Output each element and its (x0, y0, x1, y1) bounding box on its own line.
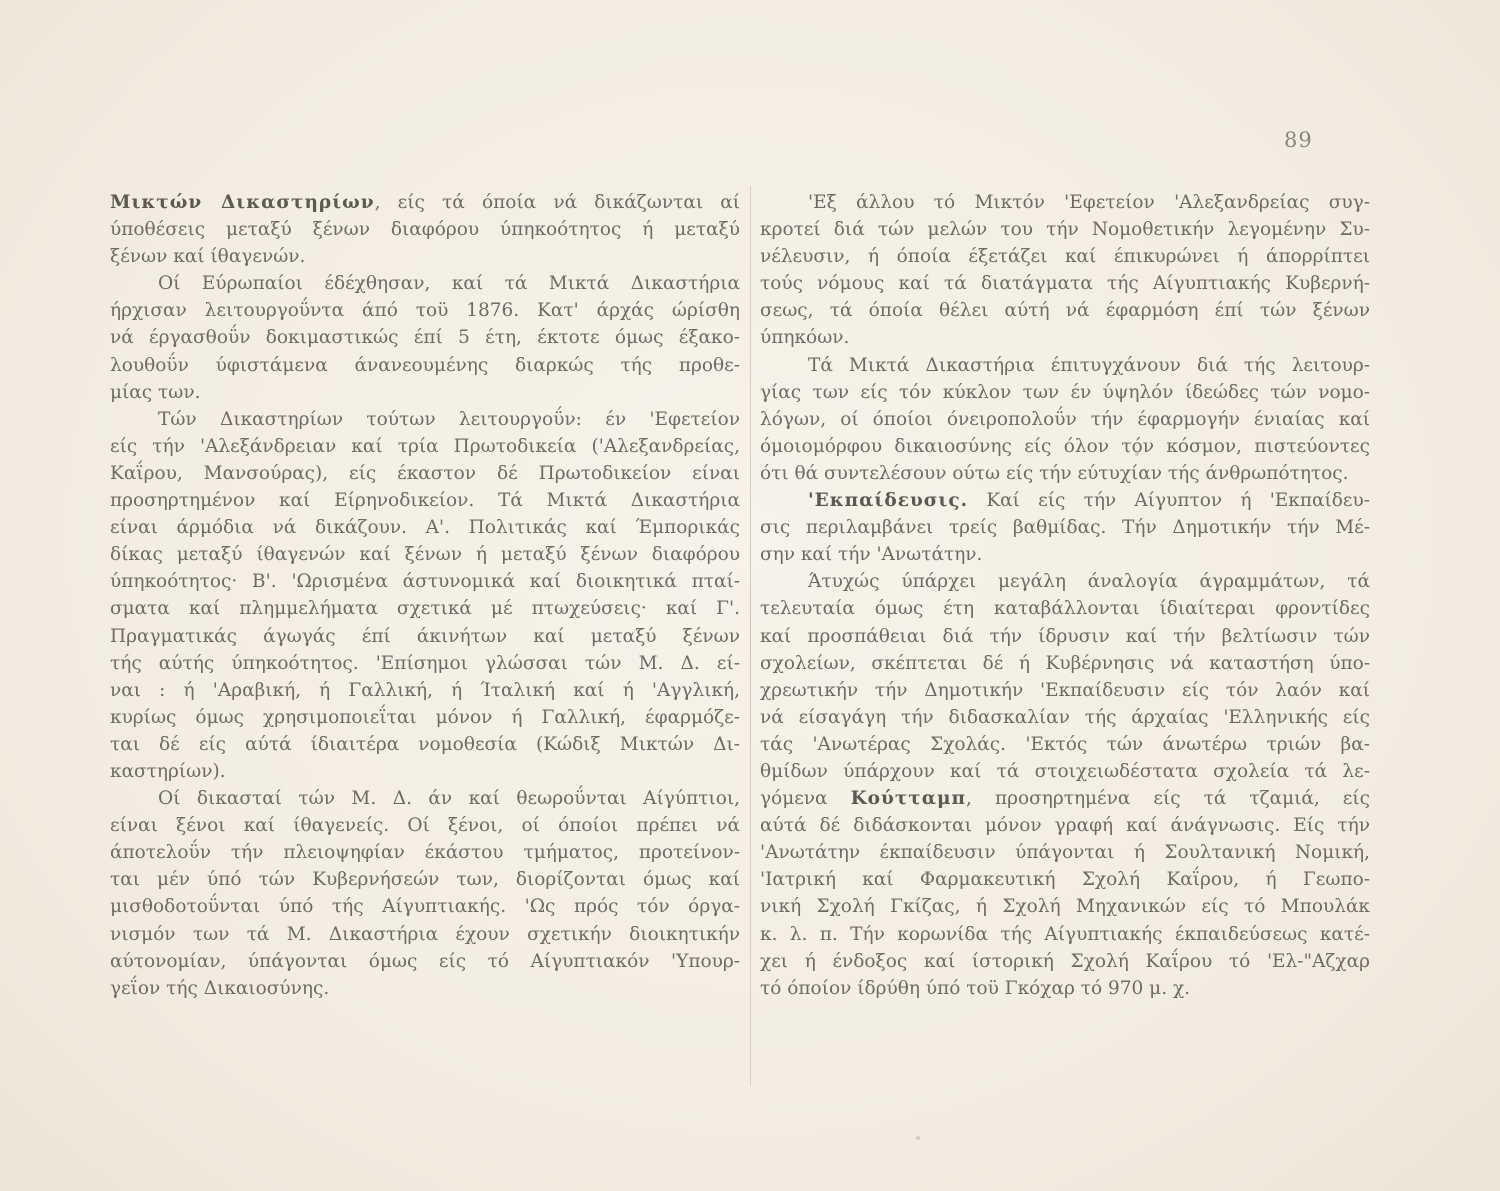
text-line: 'Εξ άλλου τό Μικτόν 'Εφετείον 'Αλεξανδρείας συγ- (808, 192, 1370, 213)
text-line: ότι θά συντελέσουν ούτω είς τήν εύτυχίαν τής άνθρωπότητος. (760, 462, 1349, 484)
text-segment: ξένων καί ίθαγενών. (110, 246, 306, 268)
text-segment: σις περιλαμβάνει τρείς βαθμίδας. Τήν Δημοτικήν τήν Μέ- (760, 517, 1370, 539)
text-segment: , προσηρτημένα είς τά τζαμιά, είς (966, 788, 1371, 810)
text-line (760, 541, 1370, 568)
text-line (760, 568, 1370, 595)
spaced-heading: 'Εκπαίδευσις. (808, 490, 969, 512)
text-segment: χρεωτικήν τήν Δημοτικήν 'Εκπαίδευσιν είς τόν λαόν καί (760, 679, 1370, 701)
text-line (760, 921, 1370, 948)
text-line (760, 595, 1370, 622)
text-line: όμοιομόρφου δικαιοσύνης είς όλον τόν κόσμον, πιστεύοντες (760, 435, 1370, 457)
spaced-heading: Μικτών Δικαστηρίων (110, 192, 375, 213)
text-line: κυρίως όμως χρησιμοποιεΐται μόνον ή Γαλλική, έφαρμόζε- (110, 706, 740, 728)
text-segment: Άτυχώς ύπάρχει μεγάλη άναλογία άγραμμάτων, τά (808, 571, 1370, 593)
text-line: ήρχισαν λειτουργοΰντα άπό τοϋ 1876. Κατ' άρχάς ώρίσθη (110, 300, 740, 322)
text-line (760, 839, 1370, 866)
paragraph (110, 785, 740, 1002)
text-segment: θμίδων ύπάρχουν καί τά στοιχειωδέστατα σχολεία τά λε- (760, 760, 1370, 782)
paragraph (760, 189, 1370, 352)
text-segment: 'Ανωτάτην έκπαίδευσιν ύπάγονται ή Σουλτανική Νομική, (760, 842, 1370, 864)
text-segment: καί προσπάθειαι διά τήν ίδρυσιν καί τήν βελτίωσιν τών (760, 625, 1370, 647)
text-line: γεΐον τής Δικαιοσύνης. (110, 977, 330, 999)
text-segment: αύτά δέ διδάσκονται μόνον γραφή καί άνάγνωσις. Είς τήν (760, 815, 1370, 837)
left-column (110, 189, 740, 1002)
text-line: σματα καί πλημμελήματα σχετικά μέ πτωχεύσεις· καί Γ'. (110, 598, 740, 620)
text-segment: χει ή ένδοξος καί ίστορική Σχολή Καΐρου τό 'Ελ-"Αζχαρ (760, 950, 1370, 972)
text-line: προσηρτημένον καί Είρηνοδικείον. Τά Μικτά Δικαστήρια (110, 490, 740, 512)
paragraph (110, 406, 740, 785)
text-line: είναι ξένοι καί ίθαγενείς. Οί ξένοι, οί όποίοι πρέπει νά (110, 815, 740, 837)
text-segment: Καί είς τήν Αίγυπτον ή 'Εκπαίδευ- (968, 490, 1370, 512)
text-line: σεως, τά όποία θέλει αύτή νά έφαρμόση έπί τών ξένων (760, 300, 1370, 322)
text-line: ναι : ή 'Αραβική, ή Γαλλική, ή Ίταλική καί ή 'Αγγλική, (110, 679, 740, 701)
text-line: Τών Δικαστηρίων τούτων λειτουργοΰν: έν 'Εφετείον (158, 408, 740, 430)
text-line (110, 189, 740, 216)
text-line: λόγων, οί όποίοι όνειροπολοΰν τήν έφαρμογήν ένιαίας καί (760, 408, 1370, 430)
text-segment: , είς τά όποία νά δικάζωνται αί (374, 192, 741, 213)
text-line: δίκας μεταξύ ίθαγενών καί ξένων ή μεταξύ ξένων διαφόρου (110, 544, 740, 566)
text-line (760, 758, 1370, 785)
text-line: άποτελοΰν τήν πλειοψηφίαν έκάστου τμήματος, προτείνον- (110, 842, 740, 864)
text-segment: ύποθέσεις μεταξύ ξένων διαφόρου ύπηκοότητος ή μεταξύ (110, 219, 740, 241)
spaced-heading: Κούτταμπ (850, 788, 967, 810)
text-line: Τά Μικτά Δικαστήρια έπιτυγχάνουν διά τής λειτουρ- (808, 354, 1370, 376)
text-segment: 'Ιατρική καί Φαρμακευτική Σχολή Καΐρου, ή Γεωπο- (760, 869, 1370, 891)
text-line: Καΐρου, Μανσούρας), είς έκαστον δέ Πρωτοδικείον είναι (110, 462, 740, 484)
text-segment: σχολείων, σκέπτεται δέ ή Κυβέρνησις νά καταστήση ύπο- (760, 652, 1370, 674)
text-segment: τελευταία όμως έτη καταβάλλονται ίδιαίτεραι φροντίδες (760, 598, 1370, 620)
right-column (760, 189, 1370, 1002)
text-line: τούς νόμους καί τά διατάγματα τής Αίγυπτιακής Κυβερνή- (760, 273, 1370, 295)
text-line (760, 893, 1370, 920)
text-segment: τάς 'Ανωτέρας Σχολάς. 'Εκτός τών άνωτέρω τριών βα- (760, 733, 1370, 755)
text-line: Οί Εύρωπαίοι έδέχθησαν, καί τά Μικτά Δικαστήρια (158, 273, 740, 295)
text-line: κροτεί διά τών μελών του τήν Νομοθετικήν λεγομένην Συ- (760, 219, 1370, 241)
text-line: είς τήν 'Αλεξάνδρειαν καί τρία Πρωτοδικεία ('Αλεξανδρείας, (110, 435, 740, 457)
text-line (760, 731, 1370, 758)
paragraph (760, 568, 1370, 1002)
text-segment: τό όποίον ίδρύθη ύπό τοϋ Γκόχαρ τό 970 μ. χ. (760, 977, 1191, 999)
text-line (760, 812, 1370, 839)
paragraph (760, 487, 1370, 568)
text-line (760, 866, 1370, 893)
text-line (760, 623, 1370, 650)
text-line (760, 514, 1370, 541)
text-line: ύπηκόων. (760, 327, 850, 349)
text-segment: σην καί τήν 'Ανωτάτην. (760, 544, 983, 566)
text-line (110, 216, 740, 243)
text-line: μίας των. (110, 381, 201, 403)
text-line: Οί δικασταί τών Μ. Δ. άν καί θεωροΰνται Αίγύπτιοι, (158, 788, 740, 810)
text-line: καστηρίων). (110, 760, 226, 782)
paragraph (110, 189, 740, 270)
text-segment: νική Σχολή Γκίζας, ή Σχολή Μηχανικών είς τό Μπουλάκ (760, 896, 1370, 918)
text-segment: γόμενα (760, 788, 851, 810)
text-line (760, 948, 1370, 975)
text-line: ται μέν ύπό τών Κυβερνήσεών των, διορίζονται όμως καί (110, 869, 740, 891)
text-segment: κ. λ. π. Τήν κορωνίδα τής Αίγυπτιακής έκπαιδεύσεως κατέ- (760, 923, 1370, 945)
text-line: γίας των είς τόν κύκλον των έν ύψηλόν ίδεώδες τών νομο- (760, 381, 1370, 403)
text-line: είναι άρμόδια νά δικάζουν. Α'. Πολιτικάς καί Έμπορικάς (110, 517, 740, 539)
text-line: ται δέ είς αύτά ίδιαιτέρα νομοθεσία (Κώδιξ Μικτών Δι- (110, 733, 740, 755)
text-line: νισμόν των τά Μ. Δικαστήρια έχουν σχετικήν διοικητικήν (110, 923, 740, 945)
text-line: νέλευσιν, ή όποία έξετάζει καί έπικυρώνει ή άπορρίπτει (760, 246, 1370, 268)
text-line (110, 243, 740, 270)
text-segment: νά είσαγάγη τήν διδασκαλίαν τής άρχαίας 'Ελληνικής είς (760, 706, 1370, 728)
paper-speck (916, 1136, 920, 1140)
text-line: ύπηκοότητος· Β'. 'Ωρισμένα άστυνομικά καί διοικητικά πταί- (110, 571, 740, 593)
page-number: 89 (1284, 128, 1313, 152)
text-line: αύτονομίαν, ύπάγονται όμως είς τό Αίγυπτιακόν 'Υπουρ- (110, 950, 740, 972)
paragraph (760, 352, 1370, 487)
text-line: μισθοδοτοΰνται ύπό τής Αίγυπτιακής. 'Ως πρός τόν όργα- (110, 896, 740, 918)
text-line (760, 975, 1370, 1002)
text-line: Πραγματικάς άγωγάς έπί άκινήτων καί μεταξύ ξένων (110, 625, 740, 647)
text-line: νά έργασθοΰν δοκιμαστικώς έπί 5 έτη, έκτοτε όμως έξακο- (110, 327, 740, 349)
column-divider (750, 186, 751, 1086)
text-line (760, 487, 1370, 514)
paragraph (110, 270, 740, 405)
text-line (760, 785, 1370, 812)
text-line (760, 704, 1370, 731)
text-line: τής αύτής ύπηκοότητος. 'Επίσημοι γλώσσαι τών Μ. Δ. εί- (110, 652, 740, 674)
text-line (760, 650, 1370, 677)
text-line (760, 677, 1370, 704)
text-line: λουθοΰν ύφιστάμενα άνανεουμένης διαρκώς τής προθε- (110, 354, 740, 376)
